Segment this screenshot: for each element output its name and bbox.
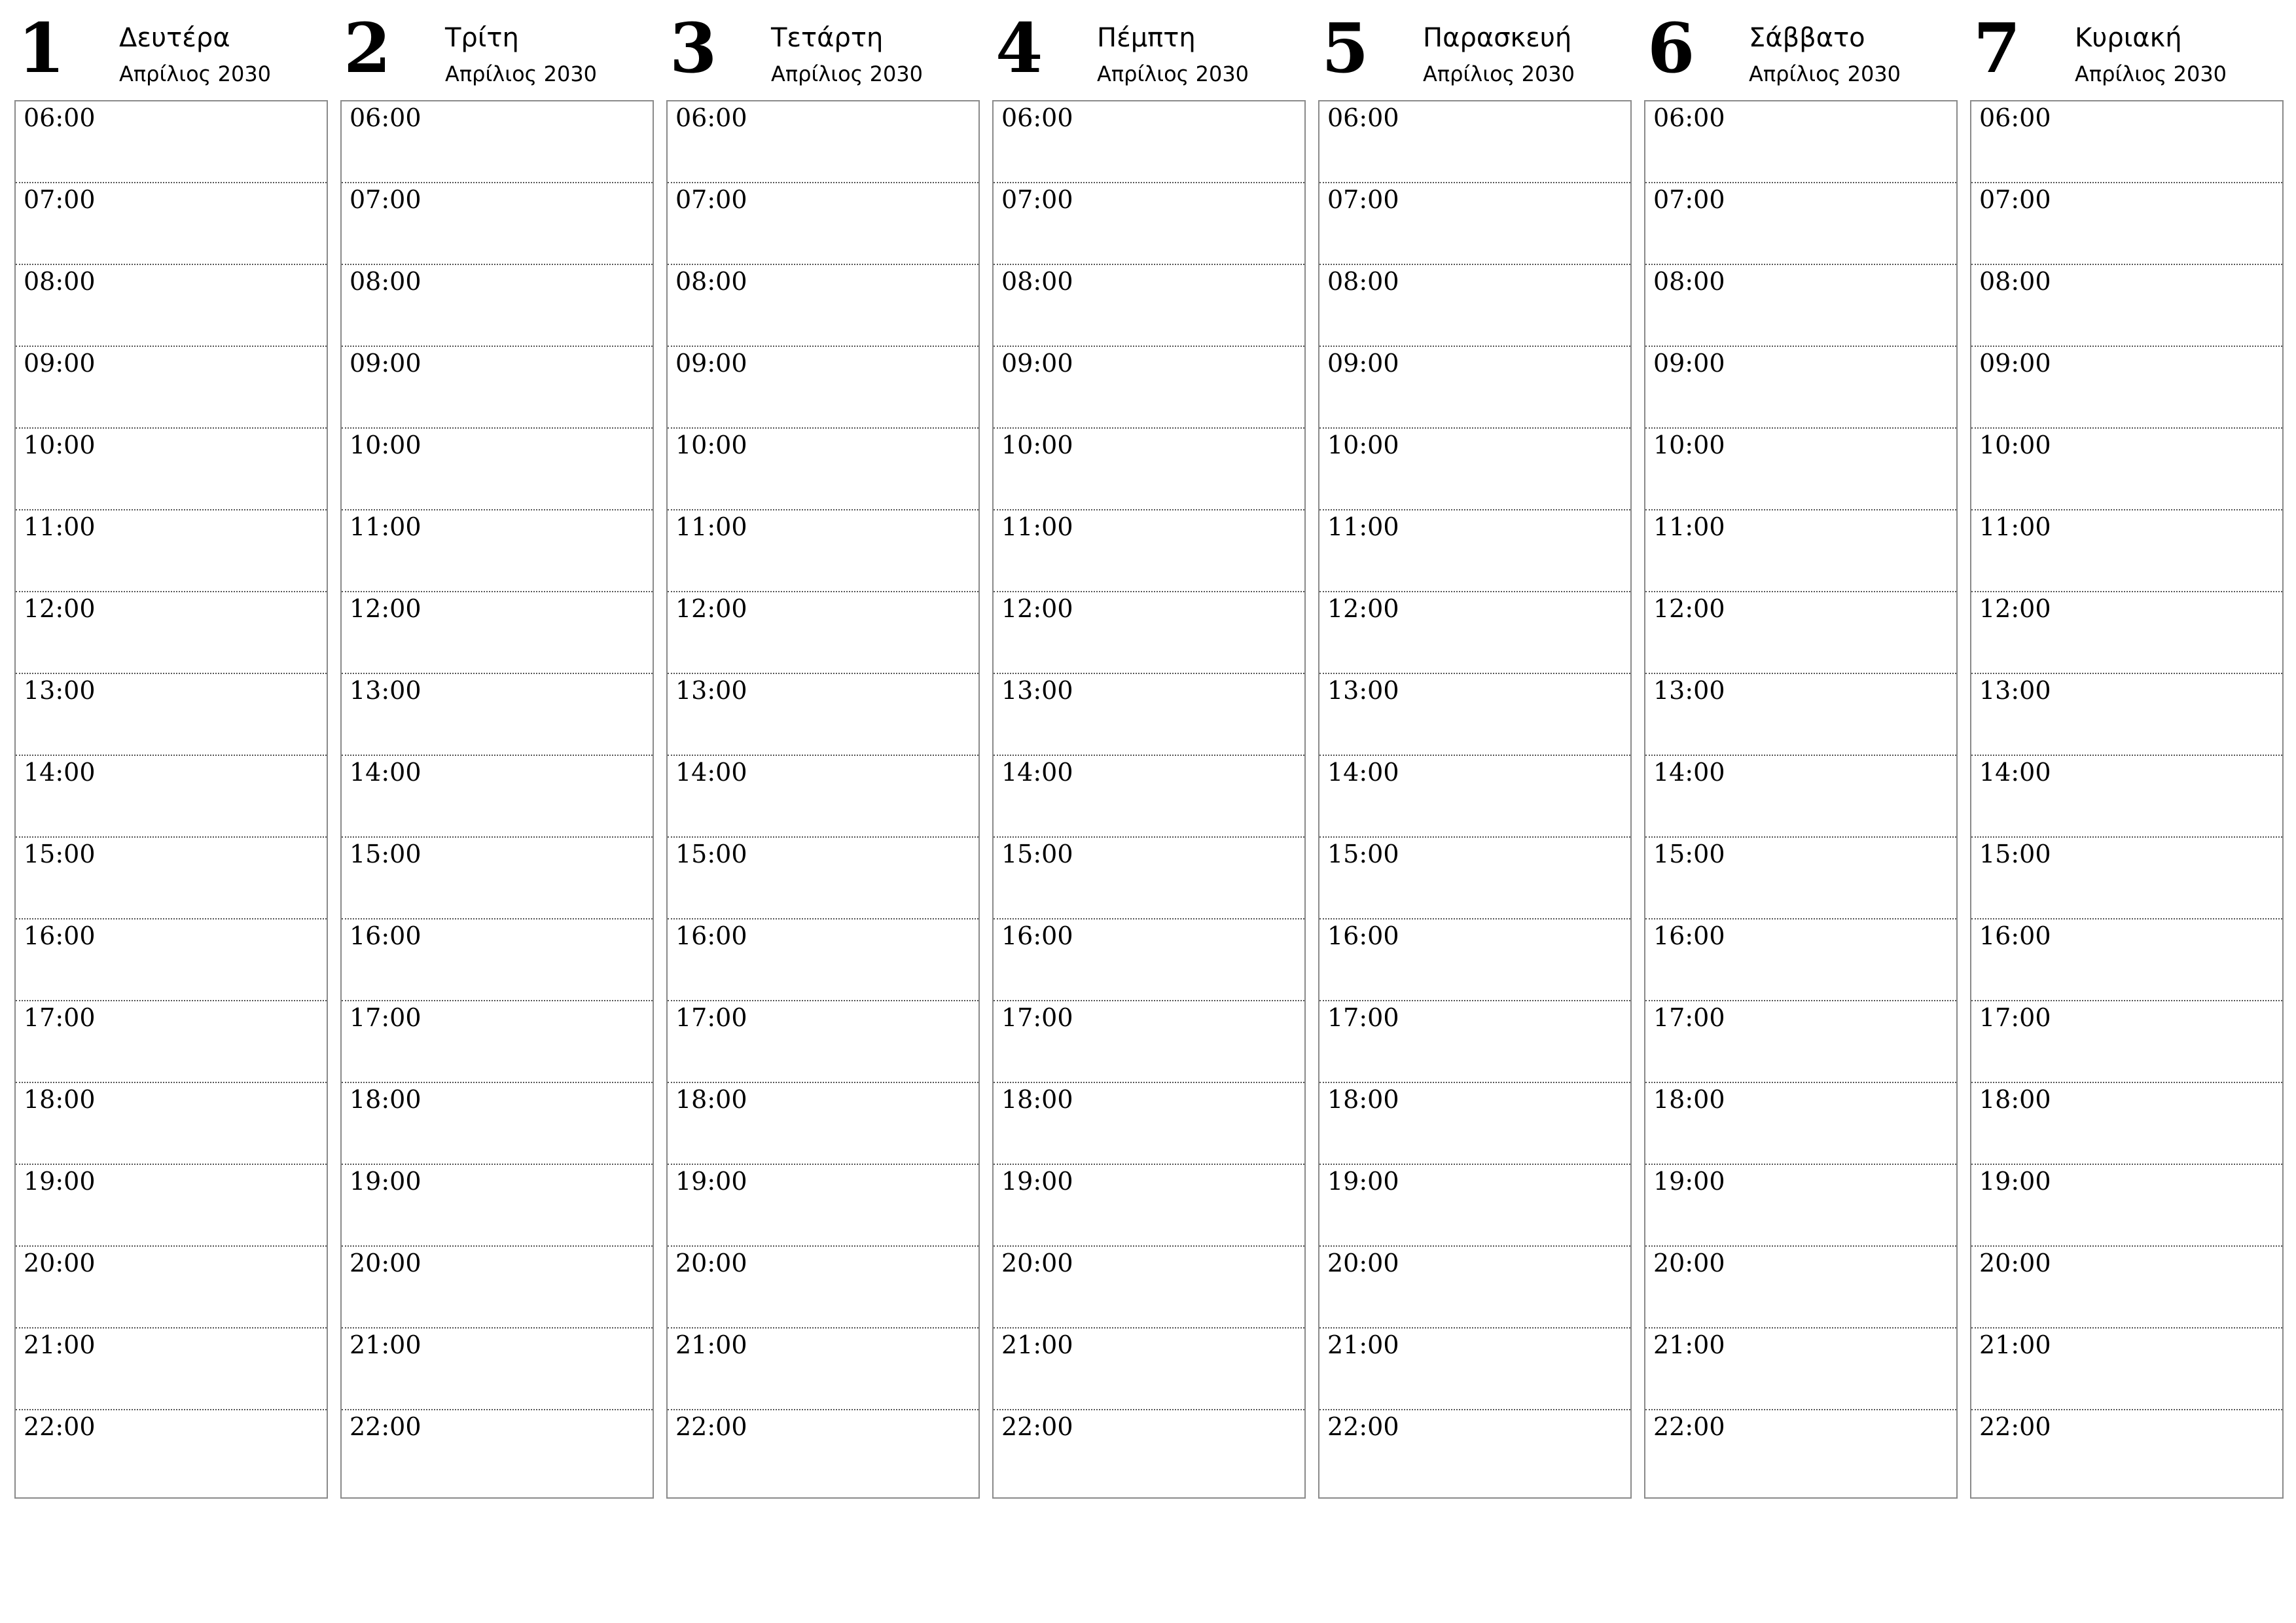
hour-slot[interactable] (994, 101, 1304, 183)
hour-slot[interactable] (668, 1083, 978, 1165)
hour-slot[interactable] (1319, 101, 1630, 183)
hour-slot[interactable] (994, 838, 1304, 919)
day-schedule-grid (14, 100, 328, 1499)
hour-label: 18:00 (24, 1085, 96, 1114)
hour-slot[interactable] (994, 1165, 1304, 1247)
hour-label: 19:00 (350, 1167, 422, 1196)
hour-slot[interactable] (1971, 1165, 2282, 1247)
hour-label: 17:00 (1327, 1003, 1399, 1032)
day-month-label: Απρίλιος 2030 (445, 62, 598, 86)
hour-label: 07:00 (1001, 185, 1073, 214)
day-number: 3 (670, 8, 717, 88)
hour-label: 08:00 (1979, 267, 2051, 296)
hour-slot[interactable] (1971, 1247, 2282, 1329)
hour-label: 16:00 (350, 921, 422, 950)
day-header (1644, 0, 1958, 100)
hour-label: 15:00 (675, 840, 747, 868)
hour-slot[interactable] (668, 592, 978, 674)
hour-slot[interactable] (1319, 1410, 1630, 1497)
hour-label: 08:00 (350, 267, 422, 296)
hour-label: 13:00 (1001, 676, 1073, 705)
day-month-label: Απρίλιος 2030 (1423, 62, 1575, 86)
hour-label: 22:00 (1979, 1412, 2051, 1441)
hour-label: 21:00 (1327, 1330, 1399, 1359)
hour-label: 18:00 (1327, 1085, 1399, 1114)
hour-slot[interactable] (1319, 265, 1630, 347)
hour-slot[interactable] (16, 756, 327, 838)
hour-label: 09:00 (1327, 349, 1399, 378)
hour-label: 20:00 (24, 1249, 96, 1277)
hour-label: 17:00 (24, 1003, 96, 1032)
day-name: Δευτέρα (119, 23, 230, 53)
hour-label: 12:00 (350, 594, 422, 623)
hour-label: 20:00 (675, 1249, 747, 1277)
hour-label: 16:00 (1327, 921, 1399, 950)
hour-label: 13:00 (24, 676, 96, 705)
hour-slot[interactable] (16, 510, 327, 592)
hour-label: 21:00 (1001, 1330, 1073, 1359)
hour-slot[interactable] (668, 101, 978, 183)
hour-slot[interactable] (1645, 429, 1956, 510)
hour-label: 06:00 (350, 103, 422, 132)
day-column (1644, 0, 1958, 1441)
hour-label: 11:00 (1653, 512, 1725, 541)
hour-label: 12:00 (1979, 594, 2051, 623)
hour-slot[interactable] (342, 1165, 653, 1247)
hour-label: 14:00 (24, 758, 96, 787)
hour-label: 19:00 (24, 1167, 96, 1196)
hour-label: 10:00 (1979, 431, 2051, 459)
day-column (1970, 0, 2284, 1441)
hour-slot[interactable] (1971, 510, 2282, 592)
hour-label: 13:00 (1327, 676, 1399, 705)
hour-label: 18:00 (1979, 1085, 2051, 1114)
day-month-label: Απρίλιος 2030 (2075, 62, 2227, 86)
day-name: Κυριακή (2075, 23, 2182, 53)
hour-slot[interactable] (668, 429, 978, 510)
hour-slot[interactable] (342, 674, 653, 756)
day-column (14, 0, 328, 1441)
hour-label: 18:00 (1001, 1085, 1073, 1114)
hour-slot[interactable] (994, 1247, 1304, 1329)
day-name: Τρίτη (445, 23, 519, 53)
hour-slot[interactable] (342, 1410, 653, 1497)
hour-slot[interactable] (1645, 265, 1956, 347)
hour-label: 21:00 (1979, 1330, 2051, 1359)
hour-label: 17:00 (1001, 1003, 1073, 1032)
hour-slot[interactable] (994, 347, 1304, 429)
hour-label: 12:00 (675, 594, 747, 623)
day-name: Σάββατο (1749, 23, 1865, 53)
hour-slot[interactable] (1319, 756, 1630, 838)
hour-label: 08:00 (1327, 267, 1399, 296)
hour-slot[interactable] (668, 1001, 978, 1083)
hour-slot[interactable] (994, 1329, 1304, 1410)
hour-label: 08:00 (24, 267, 96, 296)
hour-label: 21:00 (350, 1330, 422, 1359)
hour-label: 22:00 (1653, 1412, 1725, 1441)
hour-slot[interactable] (16, 265, 327, 347)
hour-slot[interactable] (1971, 1083, 2282, 1165)
day-number: 6 (1647, 8, 1695, 88)
day-column (992, 0, 1306, 1441)
hour-slot[interactable] (16, 183, 327, 265)
hour-slot[interactable] (342, 756, 653, 838)
hour-label: 14:00 (1653, 758, 1725, 787)
hour-slot[interactable] (1319, 429, 1630, 510)
hour-label: 10:00 (675, 431, 747, 459)
hour-label: 11:00 (350, 512, 422, 541)
hour-slot[interactable] (1319, 1165, 1630, 1247)
hour-label: 16:00 (675, 921, 747, 950)
hour-slot[interactable] (342, 347, 653, 429)
hour-label: 08:00 (1001, 267, 1073, 296)
hour-slot[interactable] (1645, 1083, 1956, 1165)
day-schedule-grid (992, 100, 1306, 1499)
hour-label: 12:00 (24, 594, 96, 623)
hour-label: 07:00 (1979, 185, 2051, 214)
day-column (340, 0, 654, 1441)
hour-label: 14:00 (350, 758, 422, 787)
hour-label: 09:00 (24, 349, 96, 378)
hour-label: 08:00 (675, 267, 747, 296)
hour-label: 14:00 (1327, 758, 1399, 787)
hour-slot[interactable] (1645, 1410, 1956, 1497)
day-header (1318, 0, 1632, 100)
hour-slot[interactable] (1319, 592, 1630, 674)
day-schedule-grid (340, 100, 654, 1499)
hour-label: 11:00 (1327, 512, 1399, 541)
hour-slot[interactable] (994, 919, 1304, 1001)
hour-label: 06:00 (1979, 103, 2051, 132)
hour-slot[interactable] (994, 183, 1304, 265)
day-number: 7 (1973, 8, 2021, 88)
day-number: 2 (344, 8, 391, 88)
hour-slot[interactable] (16, 1165, 327, 1247)
hour-slot[interactable] (1319, 347, 1630, 429)
hour-slot[interactable] (668, 838, 978, 919)
hour-slot[interactable] (1645, 1329, 1956, 1410)
hour-label: 10:00 (1653, 431, 1725, 459)
hour-slot[interactable] (994, 756, 1304, 838)
hour-slot[interactable] (16, 101, 327, 183)
hour-label: 17:00 (350, 1003, 422, 1032)
hour-slot[interactable] (1645, 510, 1956, 592)
hour-label: 12:00 (1653, 594, 1725, 623)
hour-label: 10:00 (1327, 431, 1399, 459)
day-number: 5 (1321, 8, 1369, 88)
hour-slot[interactable] (16, 592, 327, 674)
hour-label: 17:00 (675, 1003, 747, 1032)
hour-label: 11:00 (1001, 512, 1073, 541)
hour-label: 15:00 (24, 840, 96, 868)
hour-slot[interactable] (1645, 838, 1956, 919)
hour-label: 19:00 (1327, 1167, 1399, 1196)
day-number: 4 (996, 8, 1043, 88)
hour-label: 09:00 (350, 349, 422, 378)
hour-slot[interactable] (342, 1247, 653, 1329)
hour-slot[interactable] (1319, 510, 1630, 592)
hour-label: 13:00 (675, 676, 747, 705)
hour-slot[interactable] (1971, 674, 2282, 756)
hour-label: 22:00 (350, 1412, 422, 1441)
hour-slot[interactable] (1971, 1329, 2282, 1410)
hour-slot[interactable] (668, 265, 978, 347)
hour-label: 22:00 (1001, 1412, 1073, 1441)
hour-label: 06:00 (1001, 103, 1073, 132)
hour-label: 21:00 (675, 1330, 747, 1359)
hour-slot[interactable] (16, 1083, 327, 1165)
hour-slot[interactable] (16, 674, 327, 756)
hour-slot[interactable] (342, 1001, 653, 1083)
hour-label: 11:00 (24, 512, 96, 541)
hour-slot[interactable] (1319, 183, 1630, 265)
hour-slot[interactable] (1971, 101, 2282, 183)
hour-slot[interactable] (342, 592, 653, 674)
hour-slot[interactable] (994, 1410, 1304, 1497)
hour-label: 10:00 (350, 431, 422, 459)
day-number: 1 (18, 8, 65, 88)
hour-slot[interactable] (16, 347, 327, 429)
hour-label: 19:00 (1979, 1167, 2051, 1196)
hour-slot[interactable] (994, 265, 1304, 347)
hour-label: 22:00 (24, 1412, 96, 1441)
day-header (1970, 0, 2284, 100)
hour-label: 14:00 (1979, 758, 2051, 787)
hour-label: 15:00 (1001, 840, 1073, 868)
hour-label: 20:00 (1001, 1249, 1073, 1277)
hour-slot[interactable] (668, 510, 978, 592)
hour-label: 10:00 (1001, 431, 1073, 459)
day-name: Πέμπτη (1097, 23, 1196, 53)
hour-slot[interactable] (16, 838, 327, 919)
hour-label: 16:00 (24, 921, 96, 950)
hour-slot[interactable] (1971, 429, 2282, 510)
day-header (992, 0, 1306, 100)
hour-slot[interactable] (1645, 674, 1956, 756)
day-month-label: Απρίλιος 2030 (119, 62, 272, 86)
hour-slot[interactable] (668, 1165, 978, 1247)
hour-label: 13:00 (1979, 676, 2051, 705)
hour-label: 15:00 (350, 840, 422, 868)
hour-label: 11:00 (1979, 512, 2051, 541)
hour-slot[interactable] (994, 1001, 1304, 1083)
hour-slot[interactable] (668, 674, 978, 756)
hour-label: 09:00 (1001, 349, 1073, 378)
hour-slot[interactable] (668, 183, 978, 265)
hour-label: 06:00 (1653, 103, 1725, 132)
hour-slot[interactable] (1645, 1001, 1956, 1083)
hour-slot[interactable] (1645, 592, 1956, 674)
hour-slot[interactable] (16, 429, 327, 510)
hour-slot[interactable] (1971, 919, 2282, 1001)
hour-slot[interactable] (994, 429, 1304, 510)
hour-label: 22:00 (1327, 1412, 1399, 1441)
hour-slot[interactable] (668, 756, 978, 838)
day-header (340, 0, 654, 100)
hour-label: 14:00 (675, 758, 747, 787)
hour-slot[interactable] (668, 919, 978, 1001)
hour-label: 08:00 (1653, 267, 1725, 296)
hour-label: 15:00 (1653, 840, 1725, 868)
hour-label: 07:00 (350, 185, 422, 214)
hour-slot[interactable] (668, 1329, 978, 1410)
hour-label: 17:00 (1979, 1003, 2051, 1032)
hour-label: 18:00 (675, 1085, 747, 1114)
hour-label: 13:00 (1653, 676, 1725, 705)
hour-label: 07:00 (1327, 185, 1399, 214)
hour-label: 09:00 (675, 349, 747, 378)
hour-label: 10:00 (24, 431, 96, 459)
day-header (14, 0, 328, 100)
day-month-label: Απρίλιος 2030 (1749, 62, 1901, 86)
day-schedule-grid (1644, 100, 1958, 1499)
hour-slot[interactable] (1319, 1083, 1630, 1165)
day-month-label: Απρίλιος 2030 (1097, 62, 1249, 86)
hour-label: 20:00 (1327, 1249, 1399, 1277)
day-name: Τετάρτη (771, 23, 884, 53)
hour-slot[interactable] (342, 101, 653, 183)
hour-label: 16:00 (1001, 921, 1073, 950)
hour-label: 12:00 (1001, 594, 1073, 623)
day-month-label: Απρίλιος 2030 (771, 62, 924, 86)
hour-slot[interactable] (16, 1410, 327, 1497)
day-schedule-grid (1970, 100, 2284, 1499)
day-column (666, 0, 980, 1441)
hour-label: 18:00 (1653, 1085, 1725, 1114)
hour-slot[interactable] (668, 1247, 978, 1329)
hour-slot[interactable] (994, 674, 1304, 756)
hour-slot[interactable] (342, 919, 653, 1001)
hour-slot[interactable] (1319, 1247, 1630, 1329)
hour-label: 16:00 (1653, 921, 1725, 950)
hour-slot[interactable] (1319, 1001, 1630, 1083)
hour-slot[interactable] (1971, 1410, 2282, 1497)
hour-slot[interactable] (342, 510, 653, 592)
hour-label: 06:00 (675, 103, 747, 132)
hour-slot[interactable] (1645, 183, 1956, 265)
day-column (1318, 0, 1632, 1441)
hour-slot[interactable] (1645, 101, 1956, 183)
day-name: Παρασκευή (1423, 23, 1572, 53)
hour-label: 19:00 (1001, 1167, 1073, 1196)
hour-slot[interactable] (1645, 1247, 1956, 1329)
hour-label: 21:00 (1653, 1330, 1725, 1359)
hour-label: 15:00 (1979, 840, 2051, 868)
hour-slot[interactable] (16, 1247, 327, 1329)
hour-slot[interactable] (16, 919, 327, 1001)
hour-label: 07:00 (1653, 185, 1725, 214)
hour-slot[interactable] (1971, 1001, 2282, 1083)
hour-label: 09:00 (1653, 349, 1725, 378)
hour-label: 07:00 (675, 185, 747, 214)
hour-label: 15:00 (1327, 840, 1399, 868)
hour-slot[interactable] (342, 429, 653, 510)
hour-slot[interactable] (668, 347, 978, 429)
hour-label: 20:00 (1979, 1249, 2051, 1277)
hour-label: 12:00 (1327, 594, 1399, 623)
hour-slot[interactable] (1971, 838, 2282, 919)
hour-slot[interactable] (994, 510, 1304, 592)
hour-slot[interactable] (342, 838, 653, 919)
hour-label: 19:00 (1653, 1167, 1725, 1196)
hour-label: 19:00 (675, 1167, 747, 1196)
hour-slot[interactable] (1971, 347, 2282, 429)
hour-label: 22:00 (675, 1412, 747, 1441)
hour-slot[interactable] (1971, 756, 2282, 838)
hour-slot[interactable] (1319, 1329, 1630, 1410)
hour-slot[interactable] (994, 592, 1304, 674)
hour-label: 20:00 (350, 1249, 422, 1277)
hour-label: 18:00 (350, 1085, 422, 1114)
hour-slot[interactable] (1645, 347, 1956, 429)
hour-slot[interactable] (342, 183, 653, 265)
hour-slot[interactable] (1971, 592, 2282, 674)
hour-label: 07:00 (24, 185, 96, 214)
hour-slot[interactable] (1971, 265, 2282, 347)
hour-label: 20:00 (1653, 1249, 1725, 1277)
hour-slot[interactable] (342, 265, 653, 347)
hour-slot[interactable] (1645, 919, 1956, 1001)
hour-label: 11:00 (675, 512, 747, 541)
day-schedule-grid (1318, 100, 1632, 1499)
hour-label: 17:00 (1653, 1003, 1725, 1032)
hour-slot[interactable] (1319, 919, 1630, 1001)
hour-label: 13:00 (350, 676, 422, 705)
hour-slot[interactable] (1645, 1165, 1956, 1247)
hour-label: 14:00 (1001, 758, 1073, 787)
hour-slot[interactable] (342, 1083, 653, 1165)
hour-slot[interactable] (1645, 756, 1956, 838)
hour-slot[interactable] (994, 1083, 1304, 1165)
hour-label: 16:00 (1979, 921, 2051, 950)
hour-slot[interactable] (1319, 838, 1630, 919)
hour-slot[interactable] (16, 1001, 327, 1083)
hour-slot[interactable] (342, 1329, 653, 1410)
day-schedule-grid (666, 100, 980, 1499)
hour-slot[interactable] (16, 1329, 327, 1410)
hour-label: 06:00 (24, 103, 96, 132)
hour-label: 21:00 (24, 1330, 96, 1359)
hour-label: 09:00 (1979, 349, 2051, 378)
day-header (666, 0, 980, 100)
hour-label: 06:00 (1327, 103, 1399, 132)
hour-slot[interactable] (668, 1410, 978, 1497)
hour-slot[interactable] (1319, 674, 1630, 756)
hour-slot[interactable] (1971, 183, 2282, 265)
